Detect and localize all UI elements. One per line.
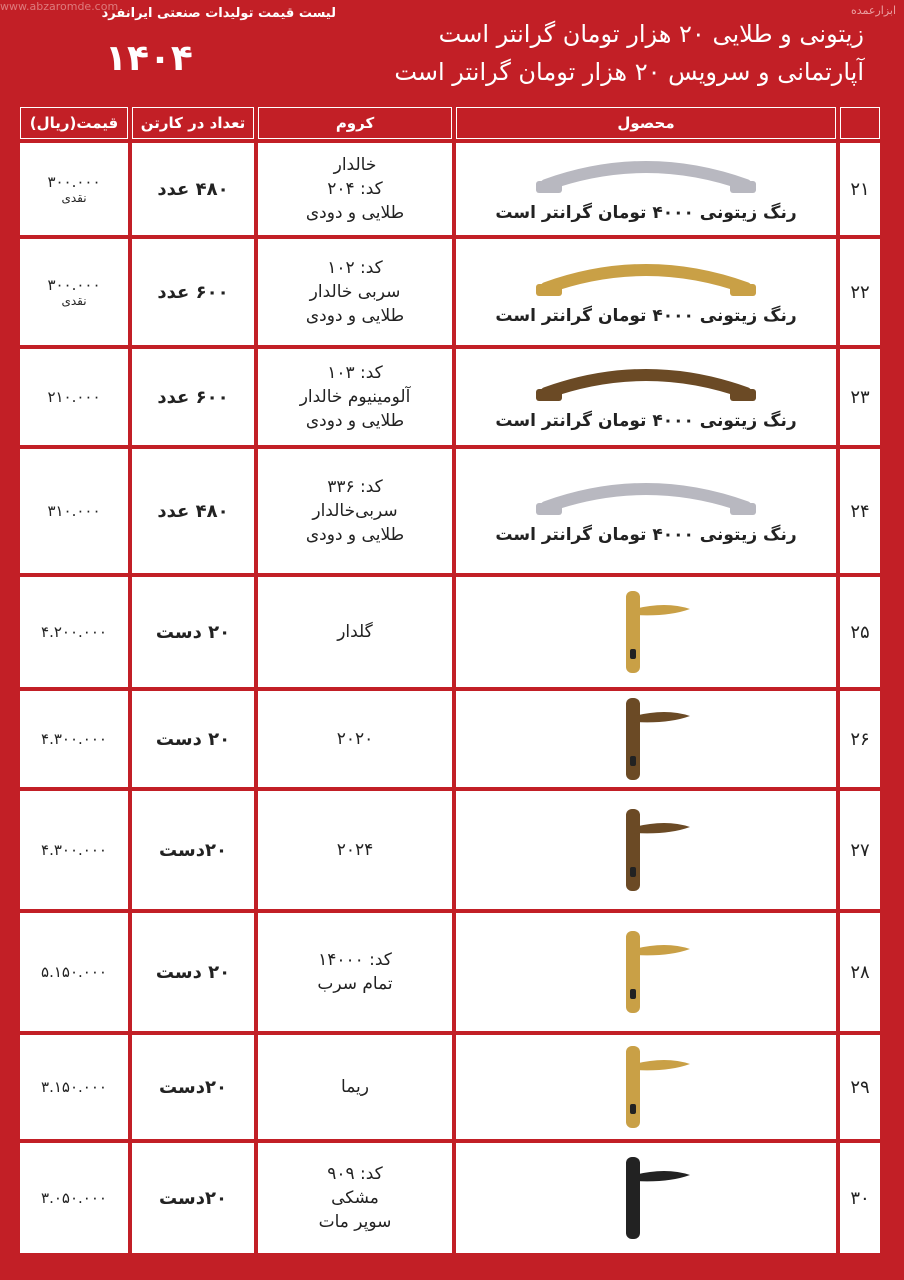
door-handle-image [586, 927, 706, 1017]
chrome-line: آلومینیوم خالدار [299, 387, 411, 407]
price-value: ۳۰۰.۰۰۰ [47, 173, 101, 191]
doc-title: لیست قیمت تولیدات صنعتی ایرانفرد [101, 6, 336, 21]
chrome-line: خالدار [333, 155, 377, 175]
chrome-cell [258, 791, 452, 909]
chrome-cell [258, 143, 452, 235]
product-cell [456, 1035, 836, 1139]
notice-olive-gold: زیتونی و طلایی ۲۰ هزار تومان گرانتر است [438, 20, 864, 48]
row-number: ۲۱ [840, 143, 880, 235]
price-note: نقدی [61, 294, 87, 308]
chrome-line: کد: ۱۰۳ [327, 363, 383, 383]
chrome-cell [258, 577, 452, 687]
col-qty: تعداد در کارتن [132, 107, 254, 139]
product-note: رنگ زیتونی ۴۰۰۰ تومان گرانتر است [495, 203, 797, 223]
product-cell [456, 691, 836, 787]
year: ۱۴۰۴ [105, 38, 193, 79]
chrome-line: گلدار [337, 622, 373, 642]
chrome-cell [258, 913, 452, 1031]
chrome-line: ۲۰۲۴ [336, 840, 374, 860]
price-cell [20, 1143, 128, 1253]
row-number: ۲۹ [840, 1035, 880, 1139]
price-cell [20, 239, 128, 345]
chrome-line: سوپر مات [318, 1212, 392, 1232]
notice-apartment: آپارتمانی و سرویس ۲۰ هزار تومان گرانتر است [394, 58, 864, 86]
product-cell [456, 239, 836, 345]
door-handle-image [586, 1042, 706, 1132]
row-number: ۲۳ [840, 349, 880, 445]
qty-cell: ۲۰دست [132, 1143, 254, 1253]
door-handle-image [586, 805, 706, 895]
product-note: رنگ زیتونی ۴۰۰۰ تومان گرانتر است [495, 525, 797, 545]
door-handle-image [586, 1153, 706, 1243]
table-row [20, 577, 880, 687]
table-row [20, 143, 880, 235]
chrome-line: طلایی و دودی [305, 306, 405, 326]
chrome-line: طلایی و دودی [305, 525, 405, 545]
door-handle-image [586, 694, 706, 784]
qty-cell: ۶۰۰ عدد [132, 239, 254, 345]
header [0, 0, 904, 100]
col-number [840, 107, 880, 139]
table-row [20, 791, 880, 909]
col-chrome: کروم [258, 107, 452, 139]
handle-image [526, 363, 766, 409]
price-cell [20, 1035, 128, 1139]
handle-image [526, 477, 766, 523]
row-number: ۲۶ [840, 691, 880, 787]
product-cell [456, 913, 836, 1031]
qty-cell: ۶۰۰ عدد [132, 349, 254, 445]
chrome-cell [258, 691, 452, 787]
chrome-line: سربی‌خالدار [312, 501, 398, 521]
price-value: ۳۰۰.۰۰۰ [47, 276, 101, 294]
product-cell [456, 143, 836, 235]
chrome-line: کد: ۱۴۰۰۰ [318, 950, 392, 970]
row-number: ۲۲ [840, 239, 880, 345]
table-row [20, 913, 880, 1031]
price-value: ۵.۱۵۰.۰۰۰ [41, 963, 107, 981]
price-value: ۴.۲۰۰.۰۰۰ [41, 623, 107, 641]
price-value: ۲۱۰.۰۰۰ [47, 388, 101, 406]
chrome-line: کد: ۱۰۲ [327, 258, 383, 278]
col-price: قیمت(ریال) [20, 107, 128, 139]
price-cell [20, 449, 128, 573]
qty-cell: ۴۸۰ عدد [132, 449, 254, 573]
product-cell [456, 1143, 836, 1253]
product-cell [456, 791, 836, 909]
chrome-line: کد: ۹۰۹ [327, 1164, 383, 1184]
price-cell [20, 791, 128, 909]
chrome-line: مشکی [331, 1188, 379, 1208]
qty-cell: ۲۰دست [132, 1035, 254, 1139]
row-number: ۳۰ [840, 1143, 880, 1253]
chrome-line: ریما [341, 1077, 369, 1097]
product-cell [456, 577, 836, 687]
row-number: ۲۴ [840, 449, 880, 573]
product-cell [456, 349, 836, 445]
price-cell [20, 143, 128, 235]
chrome-line: ۲۰۲۰ [336, 729, 374, 749]
handle-image [526, 155, 766, 201]
price-cell [20, 349, 128, 445]
chrome-line: طلایی و دودی [305, 203, 405, 223]
chrome-cell [258, 1035, 452, 1139]
row-number: ۲۷ [840, 791, 880, 909]
table-row [20, 349, 880, 445]
watermark: www.abzaromde.com [0, 0, 119, 13]
table-row [20, 691, 880, 787]
chrome-line: کد: ۲۰۴ [327, 179, 383, 199]
chrome-cell [258, 449, 452, 573]
qty-cell: ۲۰ دست [132, 691, 254, 787]
qty-cell: ۴۸۰ عدد [132, 143, 254, 235]
price-value: ۴.۳۰۰.۰۰۰ [41, 730, 107, 748]
qty-cell: ۲۰ دست [132, 913, 254, 1031]
row-number: ۲۵ [840, 577, 880, 687]
row-number: ۲۸ [840, 913, 880, 1031]
product-note: رنگ زیتونی ۴۰۰۰ تومان گرانتر است [495, 411, 797, 431]
price-value: ۴.۳۰۰.۰۰۰ [41, 841, 107, 859]
product-cell [456, 449, 836, 573]
chrome-line: سربی خالدار [309, 282, 401, 302]
price-cell [20, 691, 128, 787]
product-note: رنگ زیتونی ۴۰۰۰ تومان گرانتر است [495, 306, 797, 326]
door-handle-image [586, 587, 706, 677]
price-value: ۳۱۰.۰۰۰ [47, 502, 101, 520]
qty-cell: ۲۰دست [132, 791, 254, 909]
chrome-cell [258, 239, 452, 345]
table-row [20, 1035, 880, 1139]
brand-logo: ابزارعمده [850, 4, 896, 17]
col-product: محصول [456, 107, 836, 139]
chrome-line: کد: ۳۳۶ [327, 477, 383, 497]
price-value: ۳.۱۵۰.۰۰۰ [41, 1078, 107, 1096]
table-header [20, 107, 880, 139]
table-row [20, 449, 880, 573]
chrome-cell [258, 1143, 452, 1253]
chrome-line: تمام سرب [317, 974, 393, 994]
price-value: ۳.۰۵۰.۰۰۰ [41, 1189, 107, 1207]
price-note: نقدی [61, 191, 87, 205]
price-table [16, 103, 884, 1257]
price-cell [20, 913, 128, 1031]
handle-image [526, 258, 766, 304]
price-cell [20, 577, 128, 687]
qty-cell: ۲۰ دست [132, 577, 254, 687]
chrome-line: طلایی و دودی [305, 411, 405, 431]
table-row [20, 239, 880, 345]
table-row [20, 1143, 880, 1253]
chrome-cell [258, 349, 452, 445]
